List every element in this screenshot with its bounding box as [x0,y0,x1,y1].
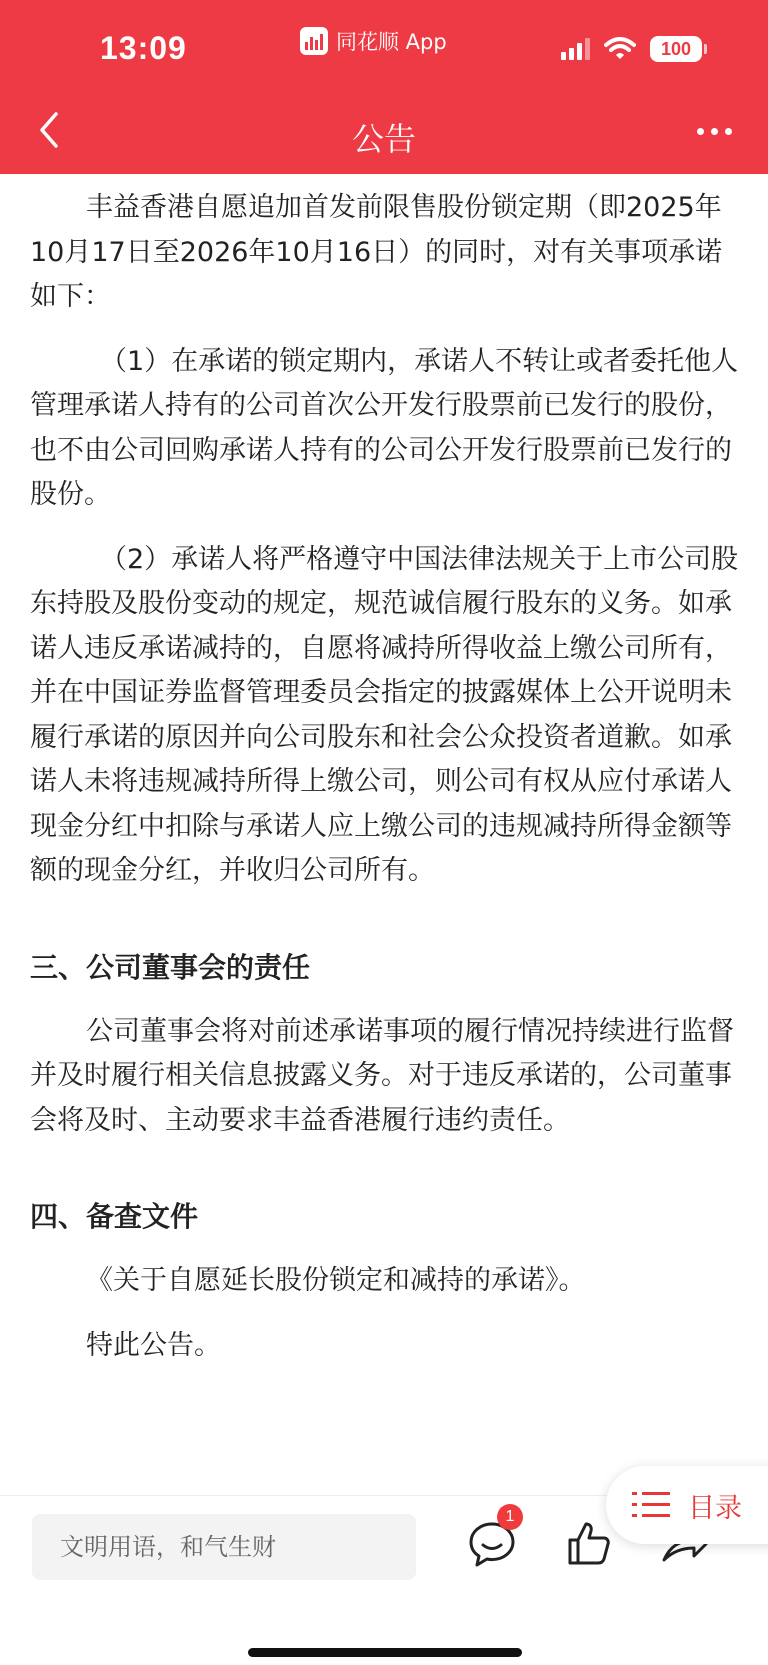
toc-label: 目录 [688,1492,742,1524]
section-4-heading: 四、备查文件 [30,1200,199,1233]
section-3-heading: 三、公司董事会的责任 [30,950,311,984]
battery-indicator: 100 [650,36,702,62]
status-app-name: 同花顺 App [336,30,447,54]
intro-paragraph: 丰益香港自愿追加首发前限售股份锁定期（即2025年10月17日至2026年10月16日）的同时，对有关事项承诺如下： [30,192,723,312]
announcement-body [30,186,740,1368]
status-time: 13:09 [100,30,187,66]
more-dots-icon[interactable] [697,128,732,135]
app-header [0,0,768,174]
commitment-item-1: （1）在承诺的锁定期内，承诺人不转让或者委托他人管理承诺人持有的公司首次公开发行股票前已发行的股份，也不由公司回购承诺人持有的公司公开发行股票前已发行的股份。 [30,345,739,510]
wifi-icon [604,37,636,61]
toc-button[interactable] [606,1466,768,1544]
cellular-signal-icon [561,38,590,60]
section-3-paragraph: 公司董事会将对前述承诺事项的履行情况持续进行监督并及时履行相关信息披露义务。对于违反承诺的，公司董事会将及时、主动要求丰益香港履行违约责任。 [30,1015,734,1136]
thumbs-up-icon[interactable] [564,1518,614,1568]
section-4-paragraph: 《关于自愿延长股份锁定和减持的承诺》。 [86,1265,586,1296]
page-title: 公告 [351,120,416,158]
list-icon [632,1490,670,1520]
app-logo-icon [300,27,328,55]
comment-count-badge: 1 [497,1504,523,1530]
closing-paragraph: 特此公告。 [86,1329,221,1361]
home-indicator[interactable] [248,1648,522,1657]
status-icons [561,36,702,62]
status-app-indicator[interactable] [300,26,447,56]
comment-input[interactable] [32,1514,416,1580]
commitment-item-2: （2）承诺人将严格遵守中国法律法规关于上市公司股东持股及股份变动的规定，规范诚信履行股东的义务。如承诺人违反承诺减持的，自愿将减持所得收益上缴公司所有，并在中国证券监督管理委员会指定的披露媒体上公开说明未履行承诺的原因并向公司股东和社会公众投资者道歉。如承诺人未将违规减持所得上缴公司，则公司有权从应付承诺人现金分红中扣除与承诺人应上缴公司的违规减持所得金额等额的现金分红，并收归公司所有。 [30,543,739,886]
